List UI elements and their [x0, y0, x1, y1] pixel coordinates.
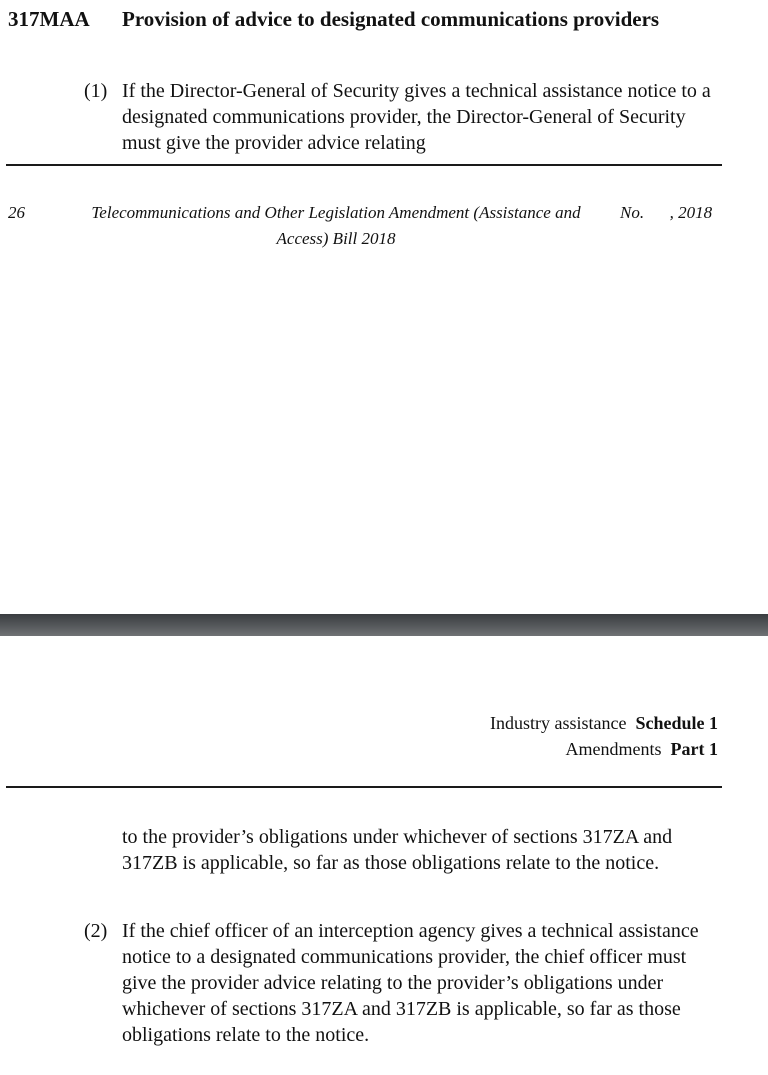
act-title: Telecommunications and Other Legislation Amendment (Assistance and Access) Bill 2018 — [91, 203, 581, 248]
running-header-schedule: Schedule 1 — [635, 713, 718, 733]
subsection-2-text: If the chief officer of an interception agency gives a technical assistance notice to a designated communications provider, the chief officer must give the provider advice relating to the provider’s obligations under whichever of sections 317ZA and 317ZB is applicable, so far as those obligations relate to the notice. — [122, 920, 699, 1046]
running-header-line-2 — [490, 736, 718, 762]
running-header-division: Industry assistance — [490, 713, 627, 733]
running-header-part: Part 1 — [670, 739, 718, 759]
continued-paragraph: to the provider’s obligations under whichever of sections 317ZA and 317ZB is applicable, so far as those obligations relate to the notice. — [122, 826, 673, 874]
subsection-2 — [84, 918, 734, 1058]
subsection-1 — [84, 78, 734, 158]
subsection-1-number: (1) — [84, 80, 108, 102]
page-number: 26 — [8, 203, 25, 222]
running-header-subdivision: Amendments — [565, 739, 662, 759]
section-number: 317MAA — [8, 7, 90, 31]
running-header-line-1 — [490, 710, 718, 736]
subsection-2-number: (2) — [84, 920, 108, 942]
running-header — [490, 710, 718, 762]
page-footer — [0, 200, 768, 260]
page-2-divider — [6, 786, 722, 788]
page-break — [0, 614, 768, 636]
act-number: No. , 2018 — [620, 203, 713, 222]
page-1-divider — [6, 164, 722, 166]
section-title: Provision of advice to designated communications providers — [122, 7, 660, 31]
subsection-1-text: If the Director-General of Security gives a technical assistance notice to a designated communications provider, the Director-General of Security must give the provider advice relating — [122, 80, 711, 154]
